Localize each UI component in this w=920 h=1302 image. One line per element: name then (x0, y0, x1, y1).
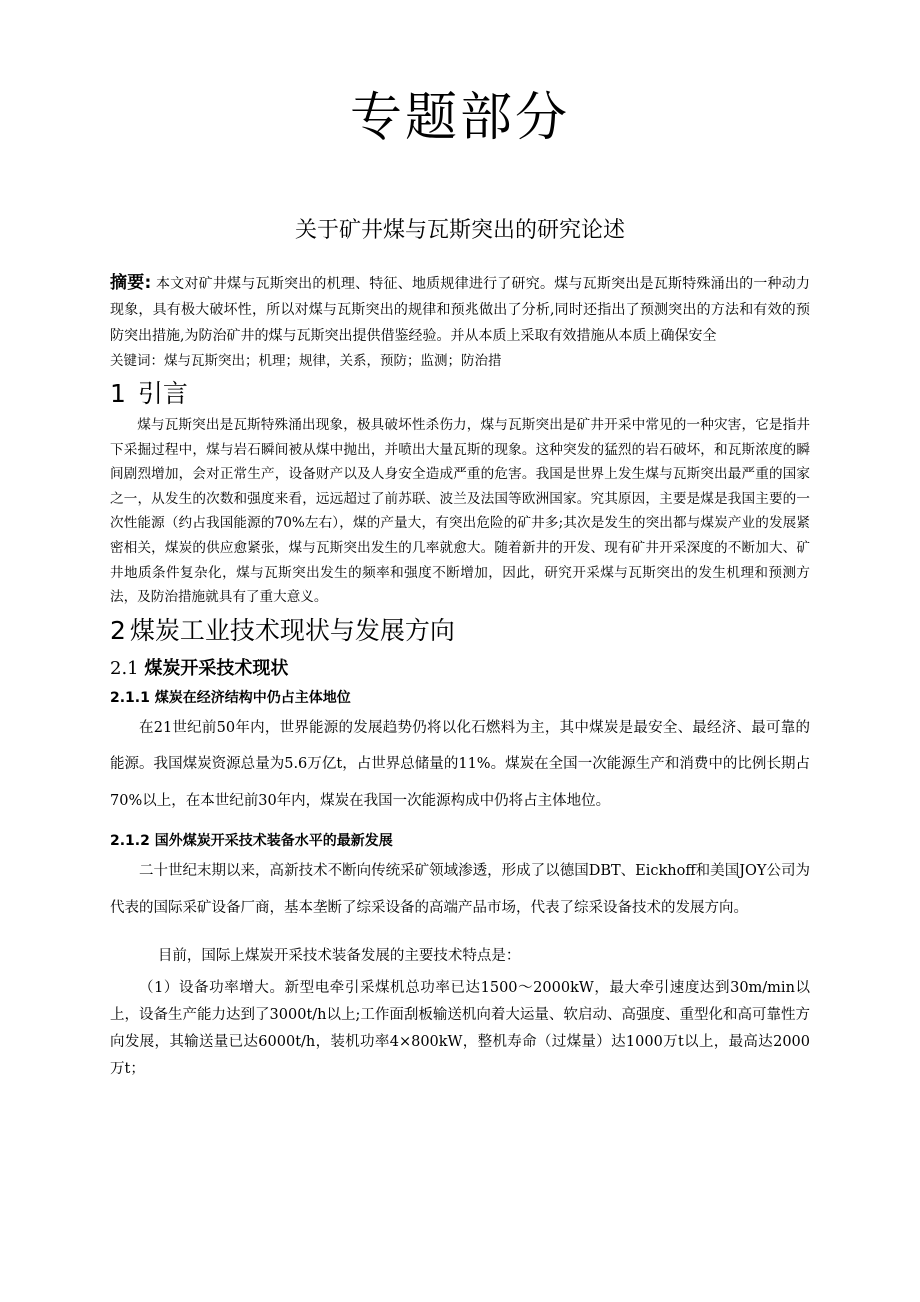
subsubsection-title: 煤炭在经济结构中仍占主体地位 (154, 689, 351, 706)
subsection-title: 煤炭开采技术现状 (144, 657, 289, 679)
page-title: 专题部分 (349, 88, 570, 148)
subsubsection-heading-2-1-2 (110, 829, 810, 853)
section-title: 煤炭工业技术现状与发展方向 (129, 615, 455, 645)
keywords: 关键词：煤与瓦斯突出；机理；规律，关系，预防；监测；防治措 (110, 353, 502, 369)
section-heading-2 (110, 612, 810, 650)
paragraph-2-1-2: 二十世纪末期以来，高新技术不断向传统采矿领域渗透，形成了以德国DBT、Eickhoff和美国JOY公司为代表的国际采矿设备厂商，基本垄断了综采设备的高端产品市场，代表了综采设备技术的发展方向。 (110, 863, 810, 917)
subsubsection-heading-2-1-1 (110, 686, 810, 710)
abstract-text: 本文对矿井煤与瓦斯突出的机理、特征、地质规律进行了研究。煤与瓦斯突出是瓦斯特殊涌出的一种动力现象，具有极大破坏性，所以对煤与瓦斯突出的规律和预兆做出了分析,同时还指出了预测突出的方法和有效的预防突出措施,为防治矿井的煤与瓦斯突出提供借鉴经验。并从本质上采取有效措施从本质上确保安全 (110, 276, 810, 344)
intro-paragraph: 煤与瓦斯突出是瓦斯特殊涌出现象，极具破坏性杀伤力，煤与瓦斯突出是矿井开采中常见的一种灾害，它是指井下采掘过程中，煤与岩石瞬间被从煤中抛出，并喷出大量瓦斯的现象。这种突发的猛烈的岩石破坏，和瓦斯浓度的瞬间剧烈增加，会对正常生产，设备财产以及人身安全造成严重的危害。我国是世界上发生煤与瓦斯突出最严重的国家之一，从发生的次数和强度来看，远远超过了前苏联、波兰及法国等欧洲国家。究其原因，主要是煤是我国主要的一次性能源（约占我国能源的70%左右），煤的产量大，有突出危险的矿井多;其次是发生的突出都与煤炭产业的发展紧密相关，煤炭的供应愈紧张，煤与瓦斯突出发生的几率就愈大。随着新井的开发、现有矿井开采深度的不断加大、矿井地质条件复杂化，煤与瓦斯突出发生的频率和强度不断增加，因此，研究开采煤与瓦斯突出的发生机理和预测方法，及防治措施就具有了重大意义。 (110, 417, 810, 606)
section-number: 1 (110, 379, 126, 408)
abstract-label: 摘要: (110, 273, 152, 293)
paragraph-2-1-1: 在21世纪前50年内，世界能源的发展趋势仍将以化石燃料为主，其中煤炭是最安全、最经济、最可靠的能源。我国煤炭资源总量为5.6万亿t，占世界总储量的11%。煤炭在全国一次能源生产和消费中的比例长期占70%以上，在本世纪前30年内，煤炭在我国一次能源构成中仍将占主体地位。 (110, 719, 810, 809)
section-number: 2 (110, 615, 126, 645)
subsubsection-title: 国外煤炭开采技术装备水平的最新发展 (154, 833, 393, 850)
list-item-1: （1）设备功率增大。新型电牵引采煤机总功率已达1500～2000kW，最大牵引速度达到30m/min以上，设备生产能力达到了3000t/h以上;工作面刮板输送机向着大运量、软启动、高强度、重型化和高可靠性方向发展，其输送量已达6000t/h，装机功率4×800kW，整机寿命（过煤量）达1000万t以上，最高达2000万t； (110, 980, 810, 1078)
section-title: 引言 (137, 379, 188, 408)
subsection-number: 2.1 (110, 657, 139, 679)
paragraph-lead: 目前，国际上煤炭开采技术装备发展的主要技术特点是： (157, 948, 521, 965)
document-body (110, 270, 810, 1083)
subsection-heading-2-1 (110, 654, 810, 684)
section-heading-1 (110, 375, 810, 413)
paper-title: 关于矿井煤与瓦斯突出的研究论述 (294, 218, 625, 243)
subsubsection-number: 2.1.2 (110, 833, 150, 850)
subsubsection-number: 2.1.1 (110, 689, 150, 706)
abstract (110, 270, 810, 349)
